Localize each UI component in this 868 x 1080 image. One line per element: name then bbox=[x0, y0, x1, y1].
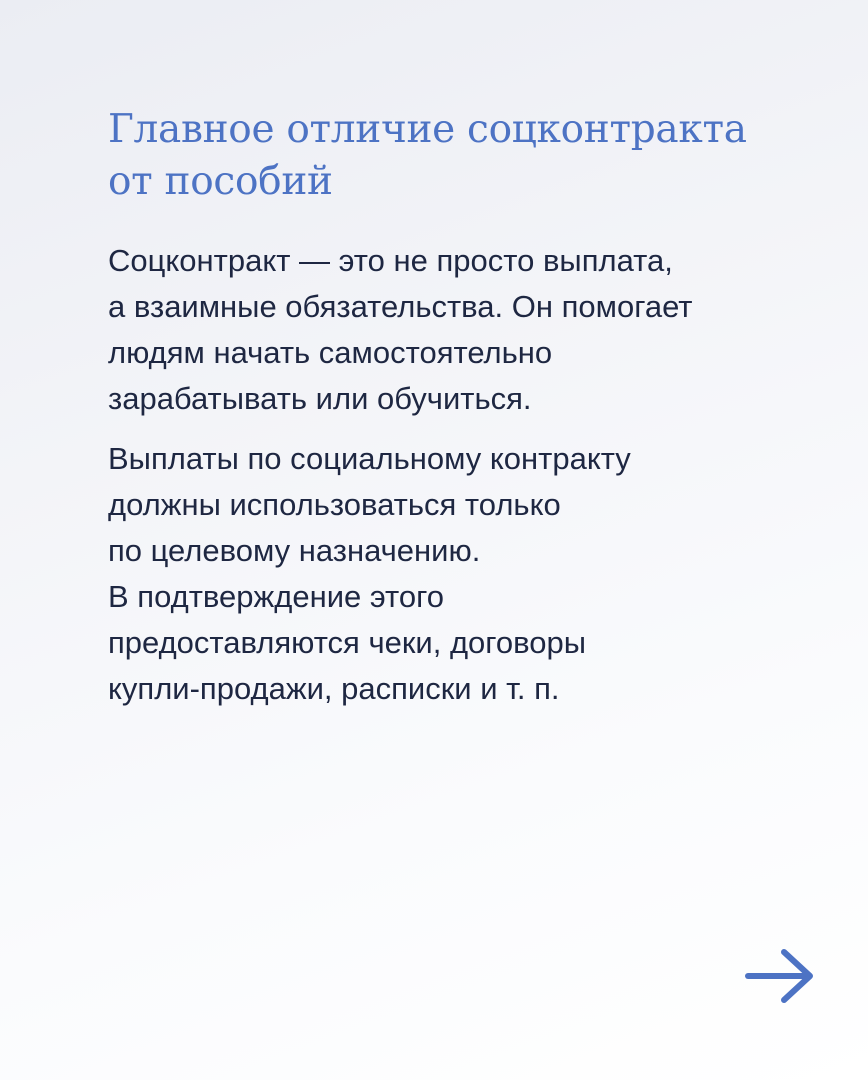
paragraph-payments bbox=[108, 436, 828, 712]
paragraph-line: Выплаты по социальному контракту bbox=[108, 441, 631, 476]
paragraph-line: предоставляются чеки, договоры bbox=[108, 625, 587, 660]
paragraph-line: В подтверждение этого bbox=[108, 579, 444, 614]
paragraph-line: купли-продажи, расписки и т. п. bbox=[108, 671, 560, 706]
paragraph-line: людям начать самостоятельно bbox=[108, 335, 553, 370]
paragraph-line: должны использоваться только bbox=[108, 487, 561, 522]
slide-title-line-1: Главное отличие соцконтракта bbox=[108, 107, 747, 152]
arrow-right-icon bbox=[744, 944, 816, 1008]
paragraph-line: зарабатывать или обучиться. bbox=[108, 381, 532, 416]
paragraph-line: по целевому назначению. bbox=[108, 533, 481, 568]
paragraph-line: Соцконтракт — это не просто выплата, bbox=[108, 243, 673, 278]
next-slide-button[interactable] bbox=[744, 944, 816, 1008]
paragraph-line: а взаимные обязательства. Он помогает bbox=[108, 289, 693, 324]
slide-title-line-2: от пособий bbox=[108, 159, 333, 204]
paragraph-definition bbox=[108, 238, 828, 422]
slide-title bbox=[108, 104, 848, 208]
